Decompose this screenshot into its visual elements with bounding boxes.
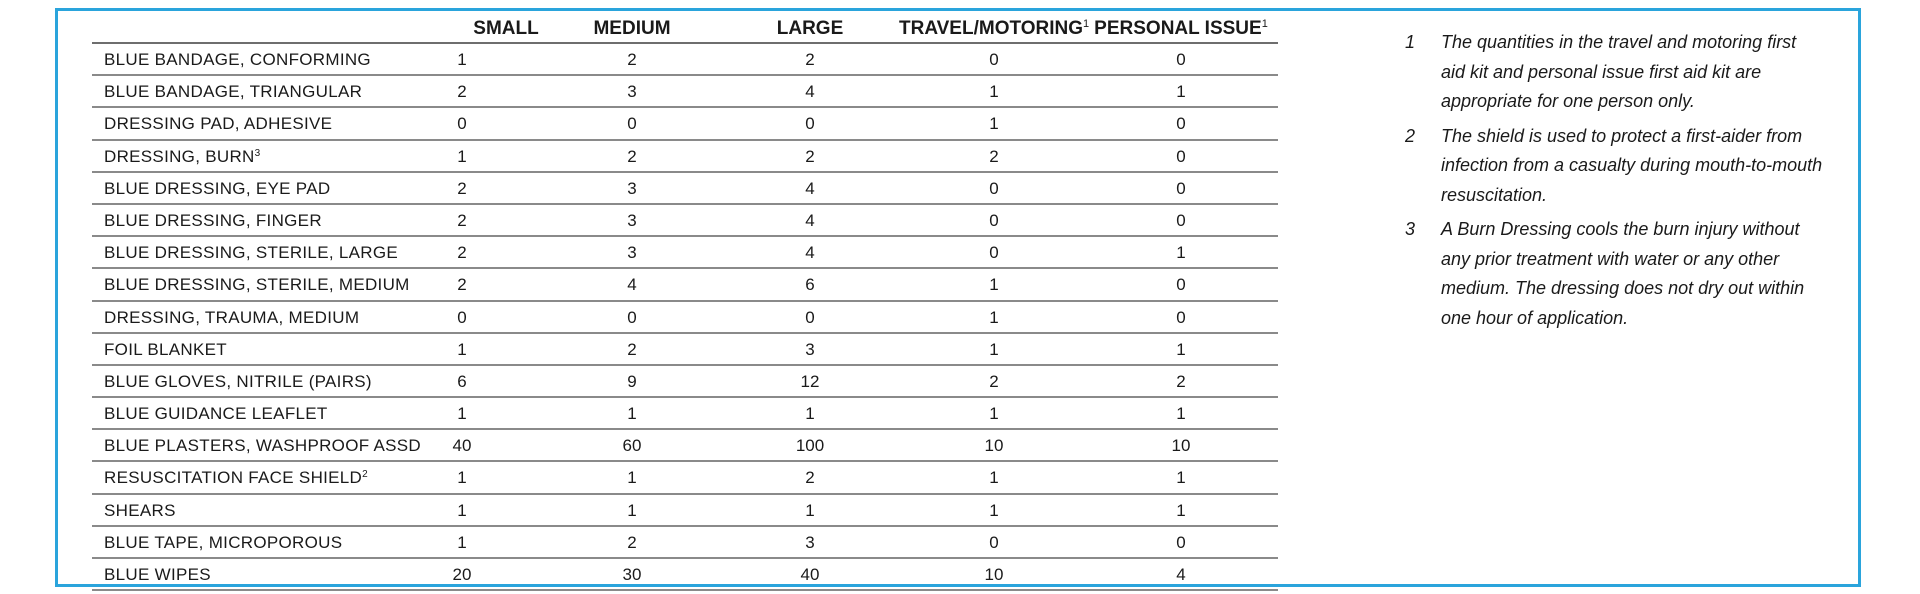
table-row xyxy=(92,366,1278,398)
footnote-item xyxy=(1405,215,1825,333)
quantity-cell: 2 xyxy=(457,210,467,230)
item-name xyxy=(104,82,362,102)
quantity-cell: 6 xyxy=(805,275,815,295)
quantity-cell: 0 xyxy=(1176,114,1186,134)
item-label: BLUE WIPES xyxy=(104,565,211,584)
quantity-cell: 1 xyxy=(989,114,999,134)
footnote-ref: 1 xyxy=(1261,18,1268,30)
quantity-cell: 1 xyxy=(1176,404,1186,424)
item-label: DRESSING, TRAUMA, MEDIUM xyxy=(104,307,360,327)
item-name xyxy=(104,308,359,328)
quantity-cell: 1 xyxy=(1176,500,1186,520)
quantity-cell: 4 xyxy=(805,178,815,198)
item-label: DRESSING PAD, ADHESIVE xyxy=(104,114,333,134)
quantity-cell: 100 xyxy=(795,436,825,456)
quantity-cell: 1 xyxy=(989,275,999,295)
quantity-cell: 1 xyxy=(989,307,999,327)
quantity-cell: 30 xyxy=(622,565,642,584)
quantity-cell: 2 xyxy=(627,339,637,359)
quantity-cell: 2 xyxy=(989,371,999,391)
quantity-cell: 12 xyxy=(800,371,820,391)
item-label: BLUE DRESSING, STERILE, LARGE xyxy=(104,243,399,263)
footnote-text: The quantities in the travel and motoring first aid kit and personal issue first aid kit are appropriate for one person only. xyxy=(1441,32,1797,111)
item-name xyxy=(104,372,372,392)
item-name xyxy=(104,50,371,70)
quantity-cell: 1 xyxy=(989,500,999,520)
item-label: BLUE DRESSING, EYE PAD xyxy=(104,178,331,198)
footnotes xyxy=(1405,28,1825,338)
column-header-travel-motoring: TRAVEL/MOTORING$^1$ xyxy=(899,18,1090,39)
item-label: BLUE TAPE, MICROPOROUS xyxy=(104,532,343,552)
quantity-cell: 0 xyxy=(627,114,637,134)
quantity-cell: 0 xyxy=(627,307,637,327)
quantity-cell: 1 xyxy=(457,532,467,552)
table-row xyxy=(92,495,1278,527)
quantity-cell: 2 xyxy=(1176,371,1186,391)
quantity-cell: 4 xyxy=(1176,565,1186,584)
quantity-cell: 2 xyxy=(805,146,815,166)
quantity-cell: 1 xyxy=(805,500,815,520)
quantity-cell: 4 xyxy=(805,82,815,102)
quantity-cell: 20 xyxy=(452,565,472,584)
item-name xyxy=(104,404,328,424)
quantity-cell: 60 xyxy=(622,436,642,456)
footnote-text: A Burn Dressing cools the burn injury without any prior treatment with water or any other medium. The dressing does not dry out within one hour of application. xyxy=(1441,219,1805,328)
quantity-cell: 0 xyxy=(989,50,999,69)
quantity-cell: 10 xyxy=(984,436,1004,456)
item-label: BLUE GUIDANCE LEAFLET xyxy=(104,404,328,424)
quantity-cell: 2 xyxy=(627,50,637,69)
item-name xyxy=(104,211,322,231)
quantity-cell: 2 xyxy=(627,146,637,166)
quantity-cell: 0 xyxy=(1176,210,1186,230)
item-name xyxy=(104,243,398,263)
item-name xyxy=(104,114,332,134)
quantity-cell: 2 xyxy=(457,178,467,198)
quantity-cell: 2 xyxy=(989,146,999,166)
column-header-large: LARGE xyxy=(776,18,844,39)
quantity-cell: 0 xyxy=(989,210,999,230)
quantity-cell: 0 xyxy=(1176,50,1186,69)
footnote-item xyxy=(1405,28,1825,117)
quantity-cell: 0 xyxy=(1176,532,1186,552)
item-name xyxy=(104,501,176,521)
footnote-number: 3 xyxy=(1405,219,1416,239)
quantity-cell: 2 xyxy=(457,275,467,295)
quantity-cell: 3 xyxy=(627,178,637,198)
quantity-cell: 3 xyxy=(627,243,637,263)
quantity-cell: 6 xyxy=(457,371,467,391)
quantity-cell: 4 xyxy=(805,210,815,230)
quantity-cell: 0 xyxy=(989,532,999,552)
quantity-cell: 2 xyxy=(457,82,467,102)
table-row xyxy=(92,269,1278,301)
footnote-ref: 1 xyxy=(1083,18,1090,30)
column-header-small: SMALL xyxy=(473,18,539,39)
item-label: BLUE PLASTERS, WASHPROOF ASSD xyxy=(104,436,421,456)
quantity-cell: 0 xyxy=(805,307,815,327)
quantity-cell: 3 xyxy=(627,82,637,102)
quantity-cell: 0 xyxy=(457,114,467,134)
table-row xyxy=(92,108,1278,140)
footnote-item xyxy=(1405,122,1825,211)
quantity-cell: 1 xyxy=(1176,468,1186,488)
item-name xyxy=(104,340,227,360)
item-label: BLUE GLOVES, NITRILE (PAIRS) xyxy=(104,371,372,391)
quantity-cell: 1 xyxy=(989,82,999,102)
table-row xyxy=(92,462,1278,494)
quantity-cell: 9 xyxy=(627,371,637,391)
quantity-cell: 1 xyxy=(1176,339,1186,359)
footnote-ref: 2 xyxy=(362,469,369,481)
quantity-cell: 3 xyxy=(805,532,815,552)
quantity-cell: 0 xyxy=(1176,275,1186,295)
quantity-cell: 40 xyxy=(452,436,472,456)
item-label: DRESSING, BURN xyxy=(104,146,255,166)
item-name xyxy=(104,436,421,456)
quantity-cell: 1 xyxy=(989,339,999,359)
quantity-cell: 0 xyxy=(805,114,815,134)
table-body xyxy=(92,42,1278,591)
quantity-cell: 1 xyxy=(1176,243,1186,263)
column-header-medium: MEDIUM xyxy=(593,18,671,39)
table-row xyxy=(92,334,1278,366)
quantity-cell: 2 xyxy=(805,50,815,69)
table-row xyxy=(92,173,1278,205)
table-row xyxy=(92,559,1278,591)
quantity-cell: 1 xyxy=(627,500,637,520)
quantity-cell: 1 xyxy=(457,146,467,166)
item-label: BLUE DRESSING, FINGER xyxy=(104,210,322,230)
quantity-cell: 0 xyxy=(457,307,467,327)
table-row xyxy=(92,237,1278,269)
table-row xyxy=(92,44,1278,76)
item-label: BLUE BANDAGE, TRIANGULAR xyxy=(104,82,363,102)
table-row xyxy=(92,205,1278,237)
quantity-cell: 1 xyxy=(1176,82,1186,102)
item-name xyxy=(104,565,211,585)
quantity-cell: 3 xyxy=(805,339,815,359)
item-label: BLUE BANDAGE, CONFORMING xyxy=(104,50,371,69)
quantity-cell: 2 xyxy=(805,468,815,488)
table-row xyxy=(92,76,1278,108)
quantity-cell: 40 xyxy=(800,565,820,584)
quantity-cell: 1 xyxy=(457,500,467,520)
table-row xyxy=(92,430,1278,462)
quantity-cell: 2 xyxy=(627,532,637,552)
item-name xyxy=(104,468,368,488)
quantity-cell: 2 xyxy=(457,243,467,263)
column-header-personal-issue: PERSONAL ISSUE$^1$ xyxy=(1094,18,1268,39)
footnote-ref: 3 xyxy=(254,147,261,159)
item-name xyxy=(104,179,330,199)
quantity-cell: 1 xyxy=(457,468,467,488)
item-label: FOIL BLANKET xyxy=(104,339,227,359)
quantity-cell: 4 xyxy=(805,243,815,263)
footnote-number: 1 xyxy=(1405,32,1416,52)
footnote-text: The shield is used to protect a first-aider from infection from a casualty during mouth-to-mouth resuscitation. xyxy=(1441,125,1823,205)
quantity-cell: 0 xyxy=(1176,178,1186,198)
table-row xyxy=(92,302,1278,334)
quantity-cell: 0 xyxy=(1176,146,1186,166)
quantity-cell: 1 xyxy=(989,468,999,488)
quantity-cell: 1 xyxy=(989,404,999,424)
quantity-cell: 1 xyxy=(805,404,815,424)
quantity-cell: 1 xyxy=(457,339,467,359)
quantity-cell: 0 xyxy=(989,178,999,198)
footnote-number: 2 xyxy=(1405,125,1416,146)
quantity-cell: 1 xyxy=(627,404,637,424)
item-label: BLUE DRESSING, STERILE, MEDIUM xyxy=(104,275,410,295)
item-name xyxy=(104,533,342,553)
item-label: RESUSCITATION FACE SHIELD xyxy=(104,468,363,488)
quantity-cell: 0 xyxy=(989,243,999,263)
table-row xyxy=(92,398,1278,430)
quantity-cell: 0 xyxy=(1176,307,1186,327)
quantity-cell: 10 xyxy=(1171,436,1191,456)
table-row xyxy=(92,141,1278,173)
item-name xyxy=(104,147,260,167)
item-label: SHEARS xyxy=(104,500,176,520)
quantity-cell: 1 xyxy=(457,50,467,69)
item-name xyxy=(104,275,410,295)
quantity-cell: 4 xyxy=(627,275,637,295)
quantity-cell: 3 xyxy=(627,210,637,230)
quantity-cell: 10 xyxy=(984,565,1004,584)
table-row xyxy=(92,527,1278,559)
quantity-cell: 1 xyxy=(627,468,637,488)
quantity-cell: 1 xyxy=(457,404,467,424)
